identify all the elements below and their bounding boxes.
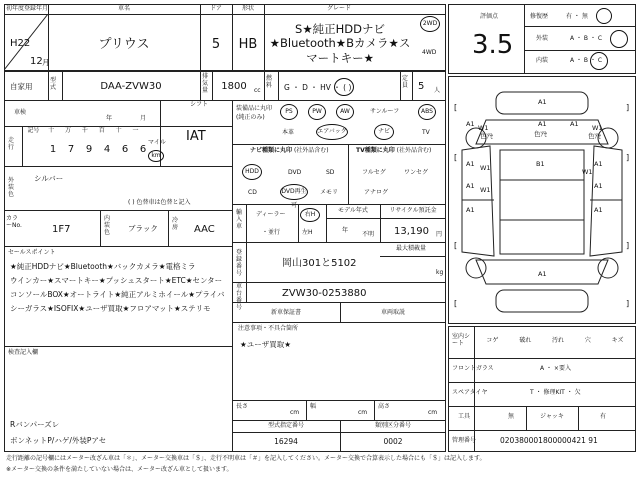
equip-navi-circle: ナビ — [374, 124, 394, 140]
exterior-c-circle — [610, 30, 628, 48]
fuel-label: 燃料 — [266, 75, 273, 89]
height-unit: cm — [428, 409, 438, 416]
nav-memory: メモリ — [320, 189, 339, 196]
mileage-header: 一 — [132, 127, 139, 134]
tv-oneseg: ワンセグ — [404, 169, 429, 176]
seat-options — [476, 338, 634, 345]
jack-value: 有 — [600, 413, 607, 420]
tools-label: 工具 — [458, 413, 471, 420]
sales-points-label: セールスポイント — [8, 249, 56, 256]
inspector-label: 検査記入欄 — [8, 349, 39, 356]
dmg-label: A1 — [466, 120, 475, 128]
interior-b-circle — [590, 52, 608, 70]
diagram-bracket: ] — [626, 241, 630, 250]
tv-type-label — [356, 148, 431, 155]
interior-color-value: ブラック — [128, 224, 158, 233]
nav-type-label-text: ナビ種類に丸印 — [250, 147, 293, 154]
diagram-bracket: ] — [626, 153, 630, 162]
displacement-label: 排気量 — [202, 73, 209, 94]
interior-grade-label: 内装 — [536, 57, 549, 64]
seat-option: 穴 — [584, 337, 591, 344]
dmg-label: W1 — [480, 186, 491, 194]
recycle-unit: 円 — [436, 231, 443, 238]
exterior-grade-label: 外装 — [536, 35, 549, 42]
dmg-label: A1 — [594, 182, 603, 190]
mileage-digit: 4 — [103, 144, 111, 155]
use-type: 自家用 — [10, 82, 33, 91]
recycle-value: 13,190 — [394, 226, 429, 237]
inspection-year-unit: 年 — [106, 115, 113, 122]
mgmt-value: 020380001800000421 91 — [500, 436, 598, 445]
diagram-bracket: [ — [454, 153, 458, 162]
exterior-grade-options: A ・ B ・ C — [570, 35, 603, 42]
model-year-unknown: 不明 — [362, 231, 375, 238]
import-dealer: ディーラー — [256, 211, 286, 218]
height-label: 高さ — [378, 403, 391, 410]
displacement-unit: cc — [254, 87, 261, 94]
dmg-label: 色ｱｾ — [480, 132, 493, 140]
color-no-value: 1F7 — [52, 224, 71, 235]
equip-airbag-circle: エアバック — [316, 124, 348, 140]
tools-value: 無 — [508, 413, 515, 420]
capacity-unit: 人 — [434, 87, 441, 94]
tv-type-label-text: TV種類に丸印 — [356, 147, 395, 154]
car-diagram — [450, 80, 634, 322]
interior-grade-options: A ・ B ・ C — [570, 57, 603, 64]
front-glass-label: フロントガラス — [452, 365, 494, 372]
interior-color-label: 内装色 — [104, 215, 111, 236]
dmg-label: A1 — [594, 160, 603, 168]
dmg-label: A1 — [466, 160, 475, 168]
nav-cd: CD — [248, 189, 257, 196]
shift-label: シフト — [190, 101, 209, 108]
color-no-label: カラーNo. — [6, 215, 22, 229]
mileage-unit-mile: マイル — [148, 139, 166, 146]
nav-type-label — [250, 148, 329, 155]
mileage-header: 十 — [115, 127, 122, 134]
capacity-value: 5 — [418, 81, 425, 92]
import-parallel: ・並行 — [262, 229, 281, 236]
exterior-color-label: 外装色 — [8, 177, 15, 198]
doors-label: ドア — [210, 5, 222, 12]
dmg-label: A1 — [538, 120, 547, 128]
dmg-label: A1 — [570, 120, 579, 128]
model-year-unit: 年 — [342, 227, 349, 234]
first-reg-month: 12 — [30, 56, 43, 67]
mileage-unit-km: km — [148, 150, 164, 162]
caution-label: 注意事項・不具合箇所 — [238, 325, 299, 332]
footer-note: 走行距離の記号欄にはメーター改ざん車は「＊」、メーター交換車は「＄」、走行不明車は「＃」を記入してください。メーター交換で合算表示した場合にも「＄」は記入します。 — [6, 455, 486, 462]
equip-pw-circle: PW — [308, 104, 326, 120]
mileage-label: 走行 — [8, 137, 15, 151]
shape-value: HB — [238, 37, 258, 52]
category-label: 類別区分番号 — [374, 422, 411, 429]
dmg-label: W1 — [478, 124, 489, 132]
seat-option: キズ — [611, 337, 624, 344]
score-label: 評価点 — [480, 13, 499, 20]
sales-point-line: シーガラス★ISOFIX★ユーザ買取★フロアマット★ステリモ — [10, 304, 211, 313]
mileage-header: 記号 — [27, 127, 40, 134]
front-glass-value: A ・ ×要入 — [540, 365, 571, 372]
manual: 車両取説 — [380, 309, 405, 316]
model-year-label: モデル年式 — [338, 207, 368, 214]
seat-option: 破れ — [519, 337, 532, 344]
doors-value: 5 — [211, 37, 221, 52]
type-no-label: 型式指定番号 — [267, 422, 304, 429]
inspection-label: 車検 — [14, 109, 27, 116]
tv-analog: アナログ — [364, 189, 389, 196]
sales-point-line: ウインカー★スマートキー★プッシュスタート★ETC★センター — [10, 276, 223, 285]
mileage-header: 百 — [98, 127, 105, 134]
mileage-header: 千 — [81, 127, 88, 134]
fuel-hv-circle — [334, 78, 354, 96]
nav-hdd-circle: HDD — [242, 164, 262, 180]
chassis-value: ZVW30-0253880 — [282, 288, 367, 299]
diagram-bracket: ] — [626, 299, 630, 308]
drive-4wd: 4WD — [422, 49, 437, 56]
mgmt-label: 管理番号 — [452, 437, 477, 444]
spare-label: スペアタイヤ — [452, 389, 488, 396]
mileage-digit: 6 — [139, 144, 147, 155]
first-reg-month-unit: 月 — [42, 58, 50, 67]
model-label: 型式 — [50, 77, 57, 91]
inspector-note: ボンネットP/ハゲ/外装Pアセ — [10, 436, 107, 445]
shift-value: IAT — [186, 129, 206, 144]
name-label: 車名 — [117, 5, 130, 12]
jack-label: ジャッキ — [540, 413, 564, 420]
import-label: 輸入車 — [236, 209, 243, 230]
width-unit: cm — [358, 409, 368, 416]
nav-sd: SD — [326, 169, 335, 176]
aircon-label: 冷房 — [172, 217, 179, 231]
sales-point-line: コンソールBOX★オートライト★純正アルミホイール★プライバ — [10, 290, 225, 299]
dmg-label: A1 — [538, 270, 547, 278]
equip-sunroof: サンルーフ — [370, 108, 400, 115]
mileage-digits — [44, 144, 152, 156]
tv-fullseg: フルセグ — [362, 169, 386, 176]
chassis-label: 車台番号 — [236, 283, 243, 311]
dmg-label: A1 — [466, 182, 475, 190]
plate-label: 登録番号 — [236, 249, 243, 277]
mileage-digit: 6 — [121, 144, 129, 155]
mileage-digit: 9 — [85, 144, 93, 155]
fuel-options: G ・ D ・ HV ・ ( ) — [284, 83, 352, 92]
color-change-note: ( ) 色替車は色替と記入 — [128, 199, 191, 206]
diagram-bracket: ] — [626, 103, 630, 112]
repair-options: 有 ・ 無 — [566, 13, 588, 20]
grade-label: グレード — [326, 5, 351, 12]
equip-aw-circle: AW — [336, 104, 354, 120]
equipment-label: 装備品に丸印 — [236, 105, 273, 112]
sales-point-line: ★純正HDDナビ★Bluetooth★バックカメラ★電格ミラ — [10, 262, 196, 271]
mileage-digit: 1 — [49, 144, 57, 155]
new-warranty: 新車保証書 — [270, 309, 301, 316]
equip-ps-circle: PS — [280, 104, 298, 120]
mileage-headers — [24, 128, 144, 135]
equip-leather: 本革 — [282, 129, 295, 136]
diagram-bracket: [ — [454, 299, 458, 308]
footer-note: ※メーター交換の条件を満たしていない場合は、メーター改ざん車として扱います。 — [6, 466, 233, 473]
max-load-label: 最大積載量 — [396, 245, 427, 252]
length-label: 長さ — [236, 403, 249, 410]
caution-value: ★ユーザ買取★ — [240, 340, 291, 349]
tv-type-sub: (社外品含む) — [396, 147, 432, 154]
dmg-label: 色ｱｾ — [588, 132, 601, 140]
capacity-label: 定員 — [402, 75, 409, 89]
handle-right-circle: 右H — [300, 208, 320, 222]
dmg-label: A1 — [466, 206, 475, 214]
dmg-label: W1 — [480, 164, 491, 172]
grade-value: S★純正HDDナビ★Bluetooth★Bカメラ★スマートキー★ — [269, 22, 411, 65]
score-value: 3.5 — [472, 30, 514, 60]
dmg-label: A1 — [538, 98, 547, 106]
recycle-label: リサイクル預託金 — [389, 207, 437, 214]
dmg-label: B1 — [536, 160, 545, 168]
dmg-label: A1 — [594, 206, 603, 214]
inspection-month-unit: 月 — [140, 115, 147, 122]
first-reg-label: 初年度登録年月 — [6, 5, 49, 12]
mileage-digit: 7 — [67, 144, 75, 155]
dmg-label: 色ｱｾ — [534, 130, 547, 138]
drive-2wd-circle: 2WD — [420, 16, 440, 32]
interior-seat-label: 室内シート — [452, 333, 471, 347]
first-reg-year: H22 — [10, 38, 31, 49]
dmg-label: W1 — [592, 124, 603, 132]
dmg-label: W1 — [582, 168, 593, 176]
equip-abs-circle: ABS — [418, 104, 436, 120]
displacement-value: 1800 — [221, 81, 247, 92]
length-unit: cm — [290, 409, 300, 416]
mileage-header: 十 — [48, 127, 55, 134]
shape-label: 形状 — [241, 5, 254, 12]
nav-type-sub: (社外品含む) — [293, 147, 329, 154]
car-name: プリウス — [98, 37, 150, 52]
diagram-bracket: [ — [454, 103, 458, 112]
plate-value: 岡山301と5102 — [282, 258, 357, 269]
max-load-unit: kg — [436, 269, 444, 276]
sales-points-list — [10, 262, 232, 318]
diagram-bracket: [ — [454, 241, 458, 250]
width-label: 幅 — [310, 403, 317, 410]
nav-dvd-play-circle: DVD再生可 — [280, 184, 308, 200]
repair-none-circle — [596, 8, 612, 24]
exterior-color-value: シルバー — [34, 174, 64, 183]
inspector-note: Rバンパーズレ — [10, 420, 60, 429]
type-no-value: 16294 — [274, 437, 298, 446]
seat-option: 汚れ — [552, 337, 565, 344]
aircon-value: AAC — [194, 224, 215, 235]
repair-label: 修復歴 — [530, 13, 549, 20]
model-value: DAA-ZVW30 — [100, 81, 162, 92]
spare-value: T ・ 修理KIT ・ 欠 — [530, 389, 581, 396]
seat-option: コゲ — [486, 337, 499, 344]
equip-tv: TV — [422, 129, 430, 136]
category-value: 0002 — [383, 437, 403, 446]
nav-dvd: DVD — [288, 169, 302, 176]
mileage-header: 万 — [65, 127, 72, 134]
equipment-sub-label: (純正のみ) — [236, 114, 265, 121]
handle-left: 左H — [302, 229, 313, 236]
